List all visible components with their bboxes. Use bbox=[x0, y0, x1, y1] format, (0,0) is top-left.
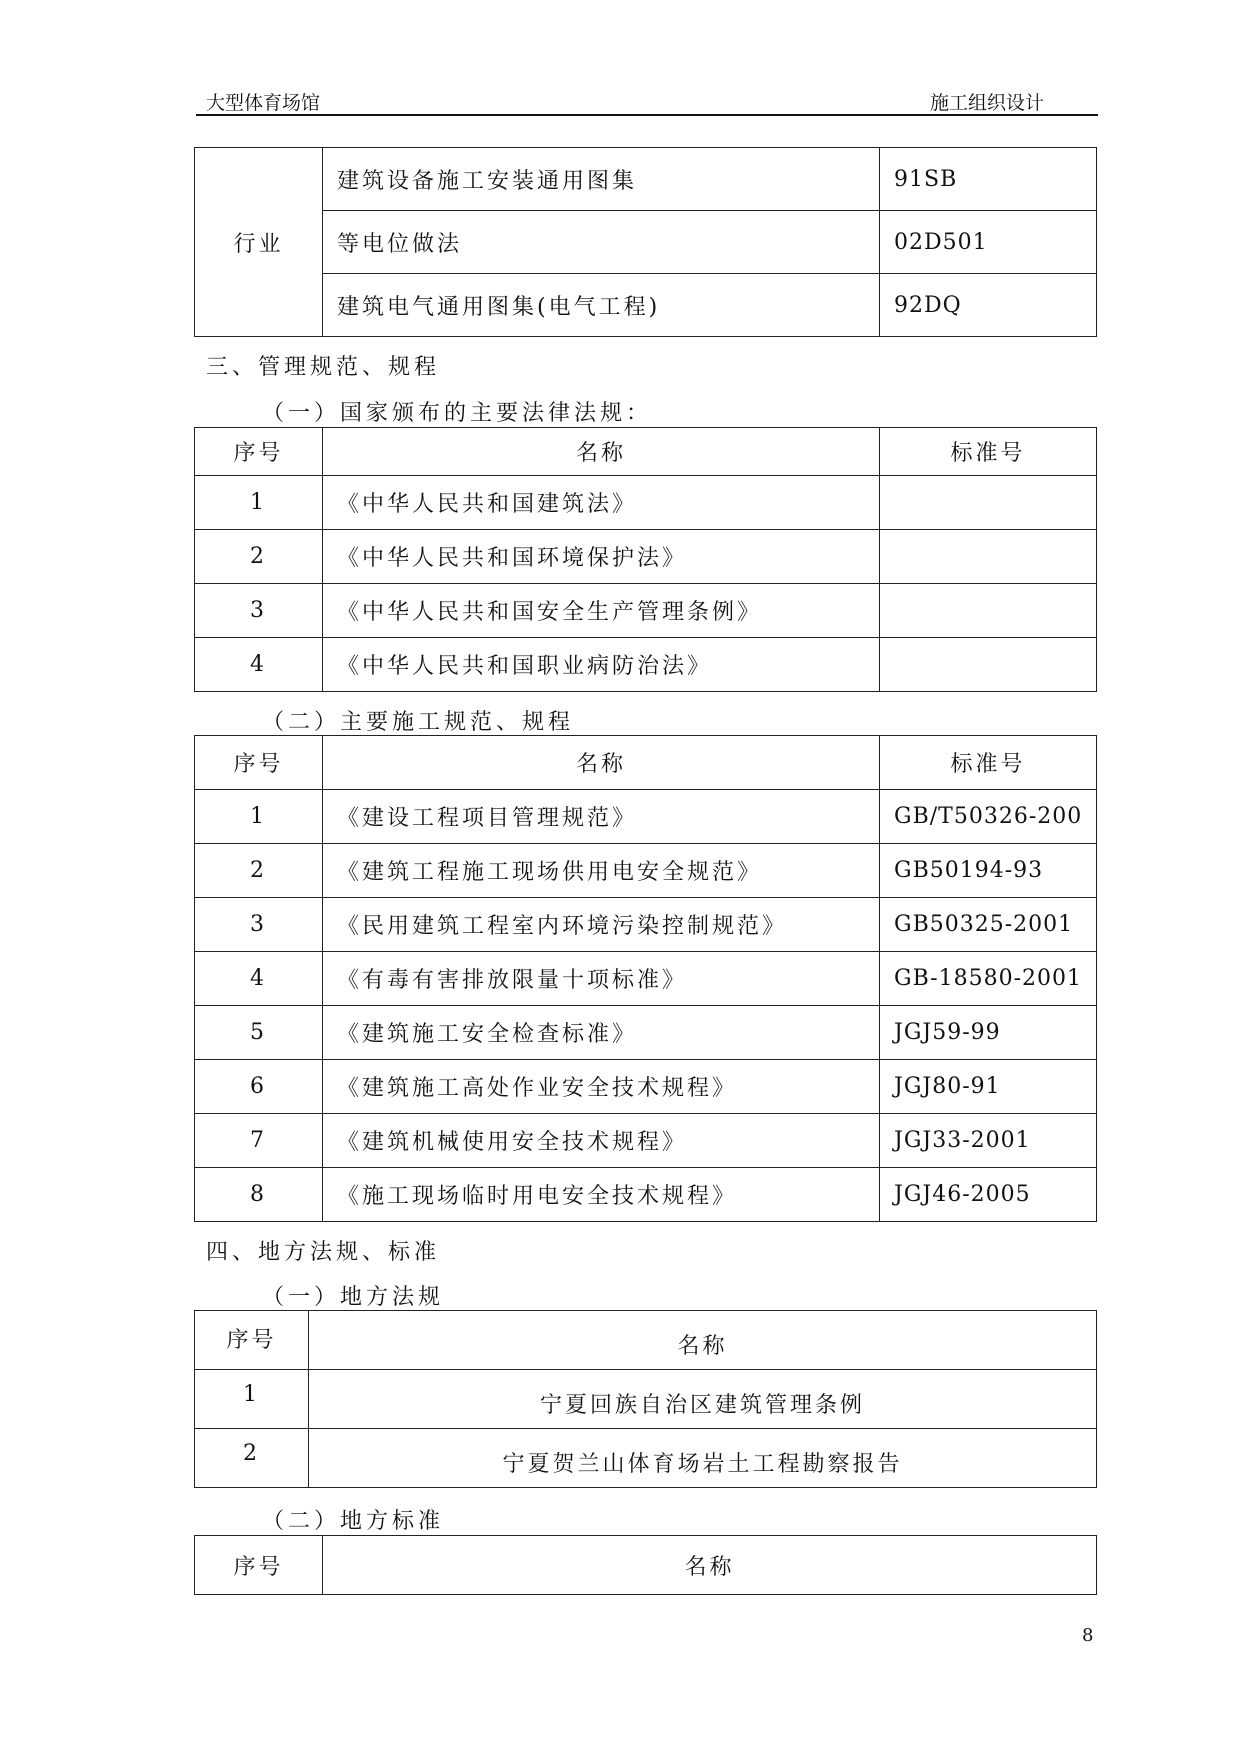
local-regulations-table bbox=[194, 1310, 1097, 1488]
table-header-row bbox=[195, 428, 1097, 476]
code-cell bbox=[880, 638, 1097, 692]
table-header-row bbox=[195, 1536, 1097, 1595]
section-4-heading: 四、地方法规、标准 bbox=[206, 1240, 441, 1265]
name-cell: 《中华人民共和国职业病防治法》 bbox=[323, 638, 880, 692]
table-row bbox=[195, 638, 1097, 692]
name-cell: 《施工现场临时用电安全技术规程》 bbox=[323, 1168, 880, 1222]
seq-cell: 2 bbox=[195, 530, 323, 584]
header-name: 名称 bbox=[323, 1536, 1097, 1595]
table-row bbox=[195, 274, 1097, 337]
section-4-1-heading: （一）地方法规 bbox=[262, 1285, 445, 1310]
code-cell: JGJ59-99 bbox=[880, 1006, 1097, 1060]
name-cell: 《中华人民共和国环境保护法》 bbox=[323, 530, 880, 584]
seq-cell: 6 bbox=[195, 1060, 323, 1114]
header-divider bbox=[196, 114, 1098, 116]
seq-cell: 4 bbox=[195, 638, 323, 692]
table-row bbox=[195, 1168, 1097, 1222]
table-row bbox=[195, 790, 1097, 844]
header-name: 名称 bbox=[309, 1311, 1097, 1370]
header-seq: 序号 bbox=[195, 736, 323, 790]
name-cell: 《建筑工程施工现场供用电安全规范》 bbox=[323, 844, 880, 898]
table-header-row bbox=[195, 736, 1097, 790]
header-title-right: 施工组织设计 bbox=[930, 92, 1045, 114]
name-cell: 《民用建筑工程室内环境污染控制规范》 bbox=[323, 898, 880, 952]
standard-code-cell: 02D501 bbox=[880, 211, 1097, 274]
seq-cell: 5 bbox=[195, 1006, 323, 1060]
name-cell: 宁夏回族自治区建筑管理条例 bbox=[309, 1370, 1097, 1429]
section-3-1-heading: （一）国家颁布的主要法律法规： bbox=[262, 401, 653, 426]
header-name: 名称 bbox=[323, 428, 880, 476]
table-row bbox=[195, 148, 1097, 211]
seq-cell: 1 bbox=[195, 790, 323, 844]
seq-cell: 8 bbox=[195, 1168, 323, 1222]
name-cell: 《建筑施工安全检查标准》 bbox=[323, 1006, 880, 1060]
header-seq: 序号 bbox=[195, 1536, 323, 1595]
code-cell bbox=[880, 530, 1097, 584]
code-cell: JGJ33-2001 bbox=[880, 1114, 1097, 1168]
seq-cell: 3 bbox=[195, 898, 323, 952]
header-code: 标准号 bbox=[880, 428, 1097, 476]
code-cell: GB50325-2001 bbox=[880, 898, 1097, 952]
code-cell: JGJ80-91 bbox=[880, 1060, 1097, 1114]
table-row bbox=[195, 1114, 1097, 1168]
standard-name-cell: 等电位做法 bbox=[323, 211, 880, 274]
section-3-2-heading: （二）主要施工规范、规程 bbox=[262, 710, 575, 735]
seq-cell: 2 bbox=[195, 1429, 309, 1488]
code-cell bbox=[880, 584, 1097, 638]
header-seq: 序号 bbox=[195, 428, 323, 476]
code-cell bbox=[880, 476, 1097, 530]
section-4-2-heading: （二）地方标准 bbox=[262, 1509, 445, 1534]
local-standards-table bbox=[194, 1535, 1097, 1595]
header-name: 名称 bbox=[323, 736, 880, 790]
header-title-left: 大型体育场馆 bbox=[206, 92, 321, 114]
seq-cell: 7 bbox=[195, 1114, 323, 1168]
table-header-row bbox=[195, 1311, 1097, 1370]
standard-code-cell: 91SB bbox=[880, 148, 1097, 211]
code-cell: GB-18580-2001 bbox=[880, 952, 1097, 1006]
standard-name-cell: 建筑电气通用图集(电气工程) bbox=[323, 274, 880, 337]
seq-cell: 2 bbox=[195, 844, 323, 898]
page-number: 8 bbox=[1082, 1625, 1094, 1646]
table-row bbox=[195, 1006, 1097, 1060]
seq-cell: 4 bbox=[195, 952, 323, 1006]
header-code: 标准号 bbox=[880, 736, 1097, 790]
table-row bbox=[195, 844, 1097, 898]
construction-codes-table bbox=[194, 735, 1097, 1222]
name-cell: 《建筑机械使用安全技术规程》 bbox=[323, 1114, 880, 1168]
seq-cell: 3 bbox=[195, 584, 323, 638]
code-cell: GB/T50326-200 bbox=[880, 790, 1097, 844]
table-row bbox=[195, 898, 1097, 952]
table-row bbox=[195, 1060, 1097, 1114]
table-row bbox=[195, 1370, 1097, 1429]
standard-name-cell: 建筑设备施工安装通用图集 bbox=[323, 148, 880, 211]
header-seq: 序号 bbox=[195, 1311, 309, 1370]
seq-cell: 1 bbox=[195, 476, 323, 530]
category-cell: 行业 bbox=[195, 148, 323, 337]
table-row bbox=[195, 584, 1097, 638]
code-cell: JGJ46-2005 bbox=[880, 1168, 1097, 1222]
name-cell: 《中华人民共和国安全生产管理条例》 bbox=[323, 584, 880, 638]
table-row bbox=[195, 530, 1097, 584]
name-cell: 宁夏贺兰山体育场岩土工程勘察报告 bbox=[309, 1429, 1097, 1488]
name-cell: 《建设工程项目管理规范》 bbox=[323, 790, 880, 844]
table-row bbox=[195, 476, 1097, 530]
national-laws-table bbox=[194, 427, 1097, 692]
table-row bbox=[195, 1429, 1097, 1488]
name-cell: 《有毒有害排放限量十项标准》 bbox=[323, 952, 880, 1006]
standard-code-cell: 92DQ bbox=[880, 274, 1097, 337]
table-row bbox=[195, 211, 1097, 274]
industry-standards-table bbox=[194, 147, 1097, 337]
table-row bbox=[195, 952, 1097, 1006]
seq-cell: 1 bbox=[195, 1370, 309, 1429]
name-cell: 《建筑施工高处作业安全技术规程》 bbox=[323, 1060, 880, 1114]
section-3-heading: 三、管理规范、规程 bbox=[206, 355, 441, 380]
code-cell: GB50194-93 bbox=[880, 844, 1097, 898]
name-cell: 《中华人民共和国建筑法》 bbox=[323, 476, 880, 530]
